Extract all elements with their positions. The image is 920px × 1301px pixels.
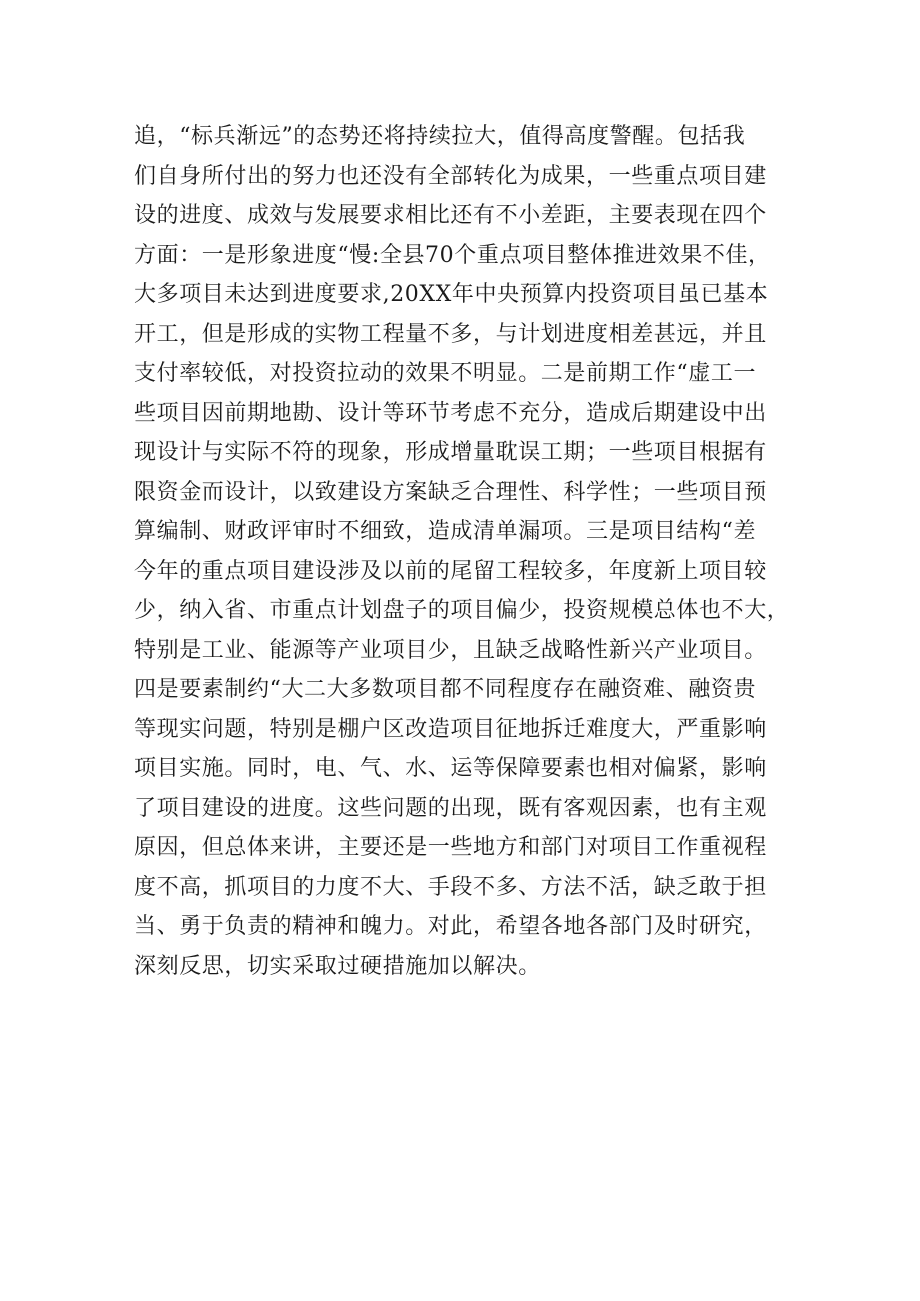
text-line-4: 方面：一是形象进度“慢:全县70个重点项目整体推进效果不佳， <box>134 242 771 268</box>
text-line-5: 大多项目未达到进度要求,20XX年中央预算内投资项目虽已基本 <box>134 282 769 307</box>
text-line-14: 特别是工业、能源等产业项目少，且缺乏战略性新兴产业项目。 <box>134 637 767 663</box>
text-line-19: 原因，但总体来讲，主要还是一些地方和部门对项目工作重视程 <box>134 835 767 860</box>
text-line-15: 四是要素制约“大二大多数项目都不同程度存在融资难、融资贵 <box>134 677 757 702</box>
text-line-11: 算编制、财政评审时不细致，造成清单漏项。三是项目结构“差 <box>134 519 757 544</box>
text-line-3: 设的进度、成效与发展要求相比还有不小差距，主要表现在四个 <box>134 203 767 228</box>
text-line-12: 今年的重点项目建设涉及以前的尾留工程较多，年度新上项目较 <box>134 558 767 584</box>
text-line-2: 们自身所付出的努力也还没有全部转化为成果，一些重点项目建 <box>134 163 767 189</box>
text-line-7: 支付率较低，对投资拉动的效果不明显。二是前期工作“虚工一 <box>134 361 757 386</box>
text-line-1: 追，“标兵渐远”的态势还将持续拉大，值得高度警醒。包括我 <box>134 124 746 149</box>
text-line-8: 些项目因前期地勘、设计等环节考虑不充分，造成后期建设中出 <box>134 400 767 426</box>
text-line-17: 项目实施。同时，电、气、水、运等保障要素也相对偏紧，影响 <box>134 756 767 781</box>
text-line-6: 开工，但是形成的实物工程量不多，与计划进度相差甚远，并且 <box>134 321 767 347</box>
text-line-21: 当、勇于负责的精神和魄力。对此，希望各地各部门及时研究， <box>134 914 767 939</box>
text-line-18: 了项目建设的进度。这些问题的出现，既有客观因素，也有主观 <box>134 795 767 821</box>
text-line-16: 等现实问题，特别是棚户区改造项目征地拆迁难度大，严重影响 <box>134 716 767 742</box>
body-paragraph <box>134 117 814 986</box>
text-line-22: 深刻反思，切实采取过硬措施加以解决。 <box>134 953 541 979</box>
text-line-10: 限资金而设计，以致建设方案缺乏合理性、科学性；一些项目预 <box>134 479 767 505</box>
text-line-13: 少，纳入省、市重点计划盘子的项目偏少，投资规模总体也不大， <box>134 598 790 623</box>
text-line-9: 现设计与实际不符的现象，形成增量耽误工期；一些项目根据有 <box>134 440 767 465</box>
text-line-20: 度不高，抓项目的力度不大、手段不多、方法不活，缺乏敢于担 <box>134 874 767 900</box>
